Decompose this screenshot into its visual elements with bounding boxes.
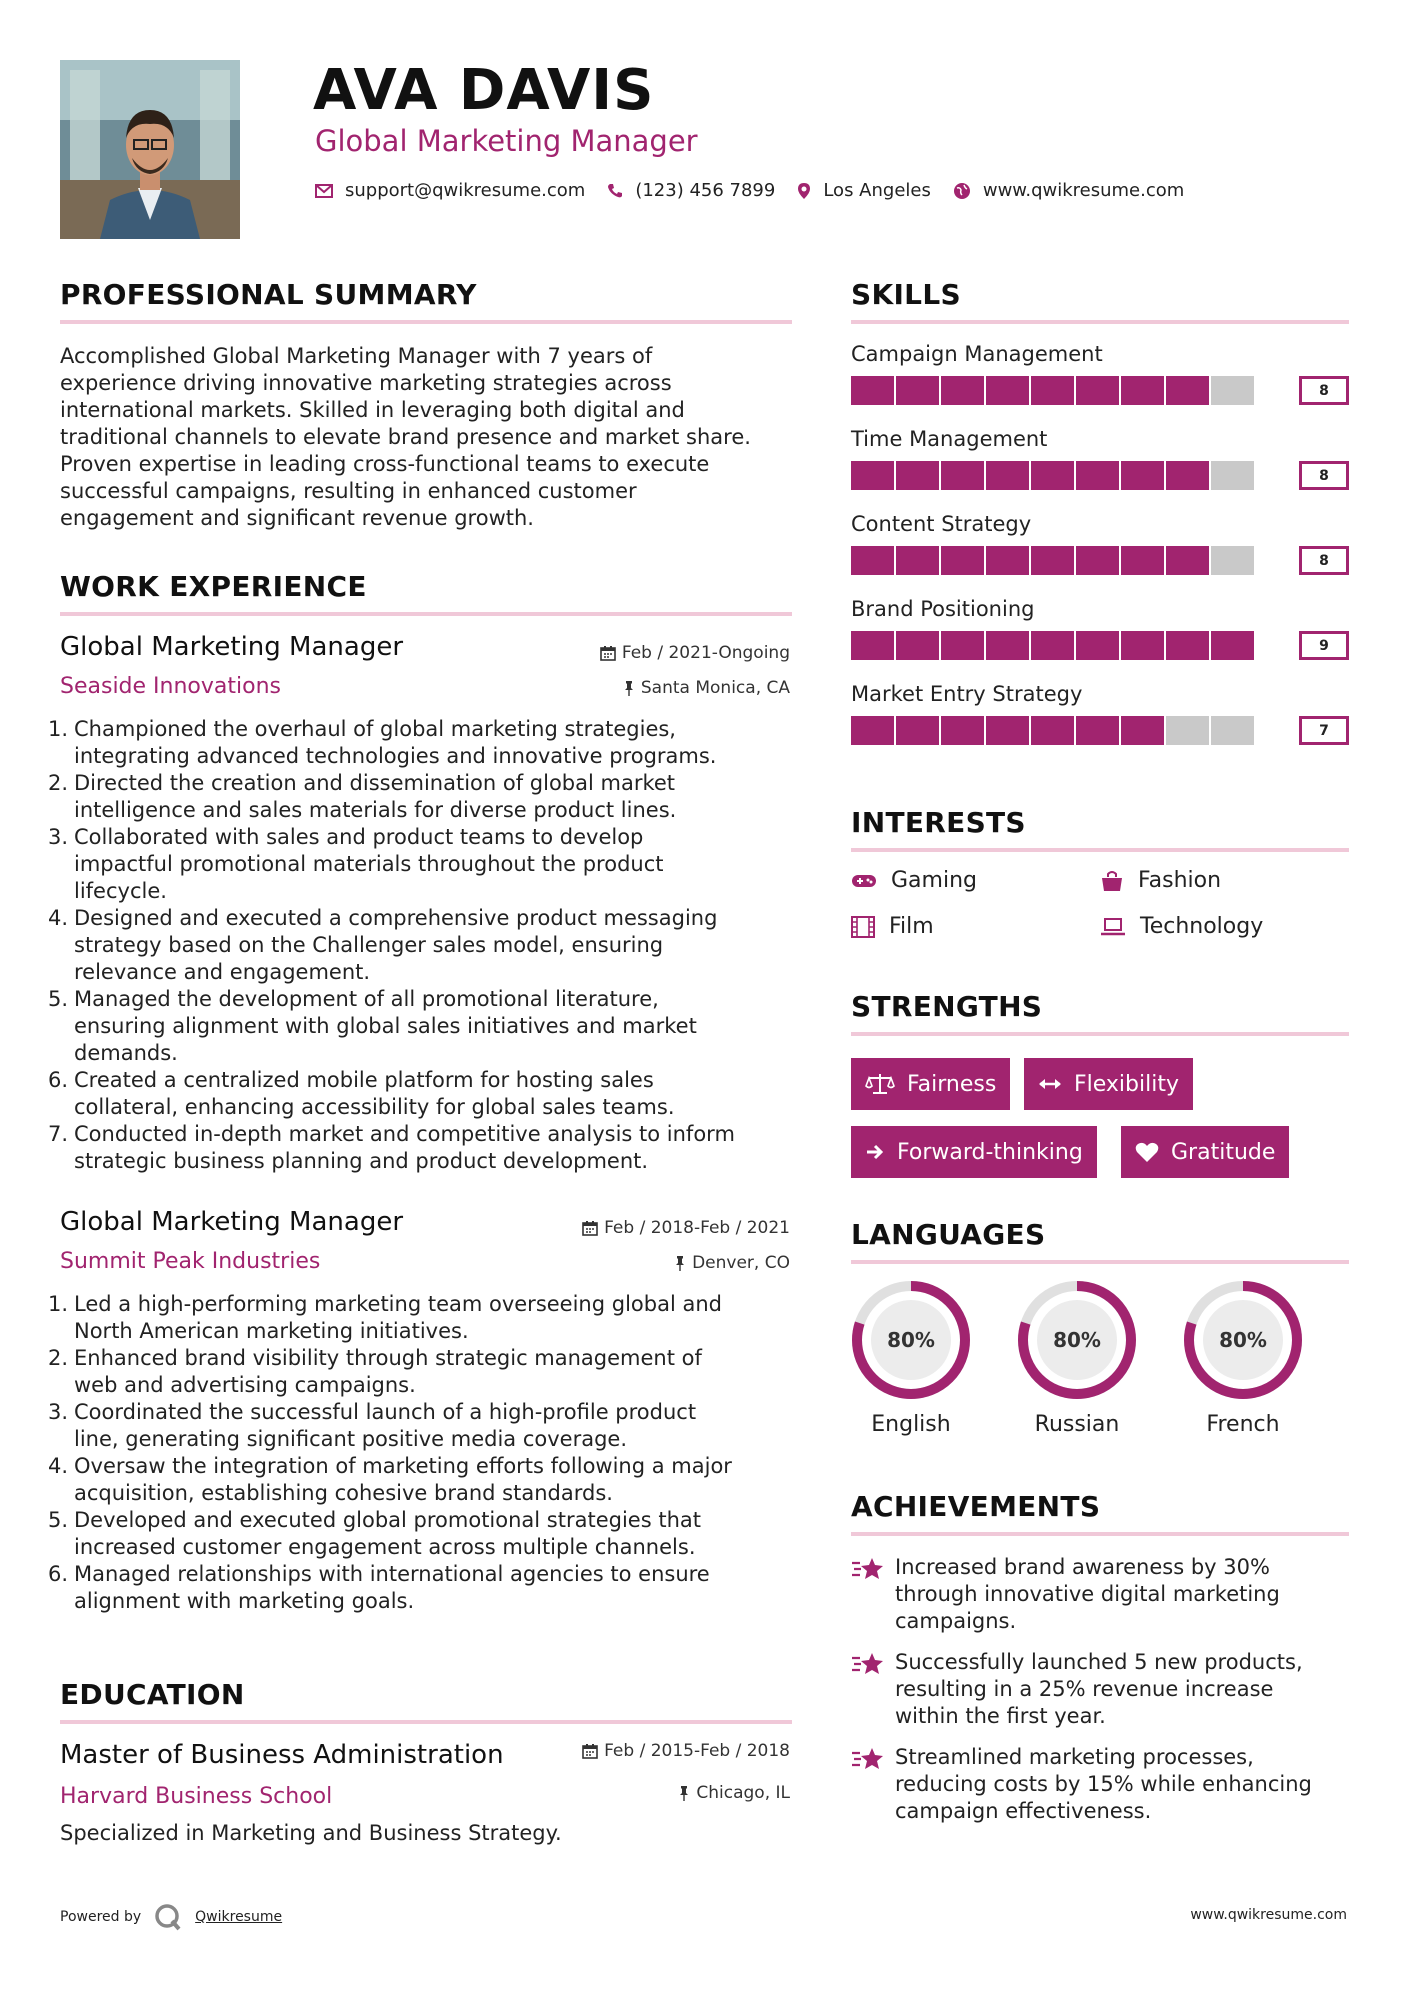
skill-bar-segment-filled [1121,546,1164,575]
interests-heading: INTERESTS [851,806,1026,839]
strengths-rule [851,1032,1349,1036]
list-line: ensuring alignment with global sales initiatives and market [74,1014,697,1038]
skill-bar-segment-filled [1076,546,1119,575]
contact-website-text: www.qwikresume.com [982,180,1185,201]
education-degree: Master of Business Administration [60,1740,504,1770]
skill-bar-segment-filled [986,461,1029,490]
skill-bar-segment-filled [896,631,939,660]
skill-item [851,597,1349,660]
list-line: alignment with marketing goals. [74,1589,415,1613]
skill-bar-segment-filled [986,631,1029,660]
skill-bar-segment-empty [1211,716,1254,745]
language-name: English [871,1412,951,1437]
list-item [48,1453,808,1507]
skill-score: 7 [1299,716,1349,745]
skill-score: 8 [1299,546,1349,575]
list-item [48,716,808,770]
list-line: Conducted in-depth market and competitive analysis to inform [74,1122,735,1146]
list-line: Managed relationships with international agencies to ensure [74,1562,710,1586]
list-item [48,1507,808,1561]
skill-bar-segment-filled [1031,376,1074,405]
list-line: collateral, enhancing accessibility for global sales teams. [74,1095,675,1119]
skill-score: 9 [1299,631,1349,660]
achievement-line: within the first year. [895,1704,1106,1728]
language-percent: 80% [887,1328,935,1352]
skill-bar-segment-filled [851,631,894,660]
skill-bar-segment-filled [1076,461,1119,490]
list-line: North American marketing initiatives. [74,1319,469,1343]
list-line: web and advertising campaigns. [74,1373,416,1397]
interest-label: Technology [1140,914,1264,939]
job-dates [582,1218,790,1238]
job-location [623,678,790,698]
gamepad-icon [851,872,877,890]
footer-powered-by [60,1902,282,1932]
summary-line: Proven expertise in leading cross-functional teams to execute [60,452,710,476]
phone-icon [607,183,623,199]
arrow-right-icon [865,1142,885,1162]
education-dates-text: Feb / 2015-Feb / 2018 [604,1741,790,1761]
list-item [48,905,808,986]
job-company: Seaside Innovations [60,674,281,699]
list-line: Created a centralized mobile platform for hosting sales [74,1068,654,1092]
list-number: 7. [48,1122,69,1146]
list-line: Oversaw the integration of marketing efforts following a major [74,1454,732,1478]
list-line: lifecycle. [74,879,167,903]
skill-rating-bar [851,461,1349,490]
skills-rule [851,320,1349,324]
skill-bar-segment-filled [1076,716,1119,745]
list-line: Managed the development of all promotional literature, [74,987,659,1011]
skill-bar-segment-empty [1211,461,1254,490]
list-number: 3. [48,1400,69,1424]
language-progress-ring [1015,1278,1139,1402]
list-line: strategic business planning and product development. [74,1149,649,1173]
skill-bar-segment-filled [941,716,984,745]
shooting-star-icon [851,1746,885,1772]
brand-link[interactable]: Qwikresume [195,1909,283,1925]
skills-heading: SKILLS [851,278,961,311]
list-line: Directed the creation and dissemination of global market [74,771,676,795]
strength-chip [1024,1058,1193,1110]
job-dates-text: Feb / 2021-Ongoing [621,643,790,663]
skill-bar-segment-filled [851,546,894,575]
achievement-line: campaigns. [895,1609,1017,1633]
qwikresume-logo-icon [153,1902,183,1932]
skill-item [851,427,1349,490]
interest-label: Gaming [891,868,977,893]
list-number: 2. [48,771,69,795]
skill-item [851,682,1349,745]
film-icon [851,916,875,938]
strength-chip [851,1058,1010,1110]
language-progress-ring [1181,1278,1305,1402]
education-location [678,1783,790,1803]
skill-bar-segment-filled [851,716,894,745]
profile-photo [60,60,240,239]
list-line: intelligence and sales materials for diverse product lines. [74,798,677,822]
job-role: Global Marketing Manager [60,1207,404,1237]
education-note: Specialized in Marketing and Business Strategy. [60,1821,562,1845]
strength-chip [1121,1126,1289,1178]
strength-chip [851,1126,1097,1178]
language-percent: 80% [1219,1328,1267,1352]
list-number: 1. [48,717,69,741]
contact-email[interactable] [315,180,585,201]
list-line: impactful promotional materials throughout the product [74,852,664,876]
contact-phone-text: (123) 456 7899 [635,180,776,201]
list-number: 4. [48,1454,69,1478]
languages-rule [851,1260,1349,1264]
summary-line: international markets. Skilled in leveraging both digital and [60,398,685,422]
contact-website[interactable] [953,180,1184,201]
strength-label: Forward-thinking [897,1139,1083,1165]
languages-list [849,1278,1305,1437]
job-location-text: Denver, CO [692,1253,790,1273]
languages-heading: LANGUAGES [851,1218,1046,1251]
calendar-icon [582,1743,598,1759]
strengths-heading: STRENGTHS [851,990,1043,1023]
candidate-name: AVA DAVIS [313,58,655,123]
summary-line: traditional channels to elevate brand presence and market share. [60,425,751,449]
pushpin-icon [678,1785,690,1801]
achievements-heading: ACHIEVEMENTS [851,1490,1101,1523]
skill-bar-segment-filled [986,376,1029,405]
calendar-icon [582,1220,598,1236]
skill-bar-segment-filled [851,376,894,405]
skill-bar-segment-filled [941,461,984,490]
list-line: Collaborated with sales and product teams to develop [74,825,644,849]
job-company: Summit Peak Industries [60,1249,321,1274]
skill-bar-segment-filled [1166,631,1209,660]
skill-bar-segment-filled [851,461,894,490]
skill-rating-bar [851,631,1349,660]
pushpin-icon [674,1255,686,1271]
experience-rule [60,612,792,616]
achievements-list [851,1554,1351,1825]
skill-bar-segment-empty [1211,376,1254,405]
shooting-star-icon [851,1556,885,1582]
achievement-item [851,1744,1351,1825]
list-item [48,1291,808,1345]
list-item [48,1121,808,1175]
skill-bar-segment-filled [986,716,1029,745]
job-dates [600,643,790,663]
skill-rating-bar [851,546,1349,575]
skill-bar-segment-filled [1076,631,1119,660]
candidate-title: Global Marketing Manager [315,124,698,158]
list-item [48,824,808,905]
list-number: 5. [48,987,69,1011]
map-pin-icon [797,182,811,200]
list-item [48,1067,808,1121]
strength-label: Flexibility [1074,1071,1179,1097]
shooting-star-icon [851,1651,885,1677]
list-item [48,1345,808,1399]
achievement-line: through innovative digital marketing [895,1582,1280,1606]
contact-location [797,180,931,201]
list-line: Developed and executed global promotional strategies that [74,1508,701,1532]
skill-bar-segment-filled [1166,546,1209,575]
skill-bar-segment-empty [1211,546,1254,575]
skill-bar-segment-filled [941,376,984,405]
list-line: Designed and executed a comprehensive product messaging [74,906,718,930]
skill-bar-segment-filled [1031,716,1074,745]
list-number: 4. [48,906,69,930]
list-line: Led a high-performing marketing team overseeing global and [74,1292,722,1316]
education-dates [582,1741,790,1761]
skill-bar-segment-filled [941,546,984,575]
skill-name: Content Strategy [851,512,1032,536]
contact-phone[interactable] [607,180,775,201]
arrows-horizontal-icon [1038,1077,1062,1091]
list-number: 1. [48,1292,69,1316]
skill-rating-bar [851,376,1349,405]
skill-bar-segment-filled [1121,631,1164,660]
interest-label: Fashion [1138,868,1222,893]
list-line: Coordinated the successful launch of a high-profile product [74,1400,697,1424]
list-line: relevance and engagement. [74,960,371,984]
interest-item [1100,914,1263,939]
skill-bar-segment-filled [1121,461,1164,490]
language-item [1015,1278,1139,1437]
summary-text [60,343,800,532]
achievement-item [851,1649,1351,1730]
skill-bar-segment-filled [1121,376,1164,405]
globe-icon [953,182,971,200]
list-line: Enhanced brand visibility through strategic management of [74,1346,702,1370]
skill-bar-segment-filled [1031,461,1074,490]
skills-list [851,342,1349,745]
skill-score: 8 [1299,461,1349,490]
job-achievement-list [48,716,808,1175]
job-role: Global Marketing Manager [60,632,404,662]
skill-bar-segment-filled [1166,461,1209,490]
skill-bar-segment-filled [896,716,939,745]
laptop-icon [1100,917,1126,937]
summary-heading: PROFESSIONAL SUMMARY [60,278,477,311]
interest-item [851,868,977,893]
achievement-line: resulting in a 25% revenue increase [895,1677,1274,1701]
list-line: Championed the overhaul of global marketing strategies, [74,717,676,741]
pushpin-icon [623,680,635,696]
language-percent: 80% [1053,1328,1101,1352]
list-number: 2. [48,1346,69,1370]
footer-url[interactable]: www.qwikresume.com [1190,1907,1347,1923]
skill-name: Time Management [851,427,1048,451]
achievement-line: reducing costs by 15% while enhancing [895,1772,1312,1796]
list-item [48,1399,808,1453]
interest-label: Film [889,914,934,939]
envelope-icon [315,184,333,198]
interest-item [1100,868,1221,893]
list-item [48,1561,808,1615]
summary-line: successful campaigns, resulting in enhanced customer [60,479,637,503]
skill-bar-segment-filled [896,376,939,405]
skill-item [851,512,1349,575]
language-name: Russian [1034,1412,1120,1437]
balance-scale-icon [865,1072,895,1096]
profile-photo-image [60,60,240,239]
calendar-icon [600,645,616,661]
skill-score: 8 [1299,376,1349,405]
list-line: acquisition, establishing cohesive brand standards. [74,1481,613,1505]
interest-item [851,914,934,939]
list-line: demands. [74,1041,178,1065]
contact-location-text: Los Angeles [823,180,931,201]
heart-icon [1135,1141,1159,1163]
skill-bar-segment-filled [896,546,939,575]
interests-rule [851,848,1349,852]
list-number: 6. [48,1068,69,1092]
list-number: 6. [48,1562,69,1586]
education-school: Harvard Business School [60,1784,333,1809]
job-dates-text: Feb / 2018-Feb / 2021 [604,1218,790,1238]
list-line: line, generating significant positive media coverage. [74,1427,628,1451]
language-item [1181,1278,1305,1437]
achievement-line: Streamlined marketing processes, [895,1745,1254,1769]
list-number: 5. [48,1508,69,1532]
contact-bar [315,180,1206,201]
skill-name: Market Entry Strategy [851,682,1083,706]
skill-name: Campaign Management [851,342,1103,366]
powered-by-label: Powered by [60,1909,142,1925]
skill-name: Brand Positioning [851,597,1035,621]
skill-bar-segment-filled [896,461,939,490]
education-heading: EDUCATION [60,1678,245,1711]
skill-bar-segment-empty [1166,716,1209,745]
language-item [849,1278,973,1437]
list-item [48,986,808,1067]
list-line: integrating advanced technologies and innovative programs. [74,744,717,768]
summary-line: Accomplished Global Marketing Manager with 7 years of [60,344,653,368]
handbag-icon [1100,870,1124,892]
skill-bar-segment-filled [1031,631,1074,660]
list-number: 3. [48,825,69,849]
achievement-line: Increased brand awareness by 30% [895,1555,1270,1579]
job-location-text: Santa Monica, CA [640,678,790,698]
skill-bar-segment-filled [1076,376,1119,405]
job-location [674,1253,790,1273]
language-name: French [1206,1412,1280,1437]
list-line: increased customer engagement across multiple channels. [74,1535,696,1559]
achievement-line: campaign effectiveness. [895,1799,1152,1823]
skill-bar-segment-filled [1211,631,1254,660]
skill-rating-bar [851,716,1349,745]
job-achievement-list [48,1291,808,1615]
skill-bar-segment-filled [1121,716,1164,745]
contact-email-text: support@qwikresume.com [345,180,586,201]
list-item [48,770,808,824]
achievement-line: Successfully launched 5 new products, [895,1650,1303,1674]
skill-bar-segment-filled [941,631,984,660]
experience-heading: WORK EXPERIENCE [60,570,367,603]
achievements-rule [851,1532,1349,1536]
skill-item [851,342,1349,405]
achievement-item [851,1554,1351,1635]
education-rule [60,1720,792,1724]
summary-line: experience driving innovative marketing strategies across [60,371,672,395]
strength-label: Gratitude [1171,1139,1276,1165]
language-progress-ring [849,1278,973,1402]
skill-bar-segment-filled [1031,546,1074,575]
education-location-text: Chicago, IL [696,1783,790,1803]
skill-bar-segment-filled [1166,376,1209,405]
summary-line: engagement and significant revenue growth. [60,506,534,530]
summary-rule [60,320,792,324]
list-line: strategy based on the Challenger sales model, ensuring [74,933,664,957]
skill-bar-segment-filled [986,546,1029,575]
strength-label: Fairness [907,1071,997,1097]
